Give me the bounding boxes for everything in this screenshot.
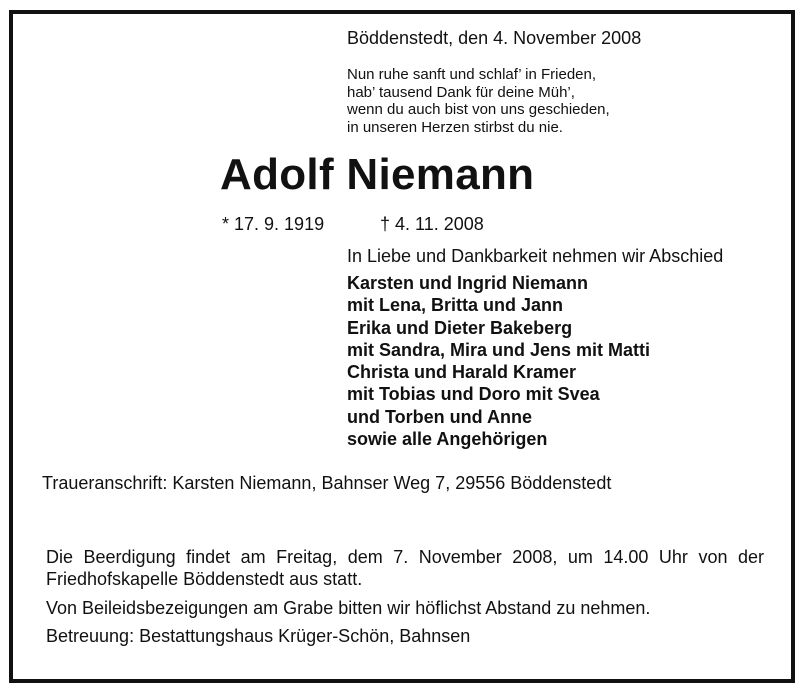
- mourners-list: [347, 272, 650, 450]
- poem-line: Nun ruhe sanft und schlaf’ in Frieden,: [347, 66, 597, 83]
- mourner-line: Karsten und Ingrid Niemann: [347, 273, 589, 293]
- poem: [347, 66, 610, 136]
- mourner-line: mit Tobias und Doro mit Svea: [347, 384, 600, 405]
- mourner-line: Christa und Harald Kramer: [347, 362, 577, 383]
- mourner-line: mit Lena, Britta und Jann: [347, 295, 564, 316]
- condolences-note: Von Beileidsbezeigungen am Grabe bitten wir höflichst Abstand zu nehmen.: [46, 598, 651, 618]
- mourner-line: mit Sandra, Mira und Jens mit Matti: [347, 339, 651, 360]
- funeral-info: Die Beerdigung findet am Freitag, dem 7. November 2008, um 14.00 Uhr von der Friedhofskapelle Böddenstedt aus statt.: [46, 547, 764, 589]
- farewell-line: In Liebe und Dankbarkeit nehmen wir Abschied: [347, 246, 724, 266]
- mourner-line: sowie alle Angehörigen: [347, 429, 548, 450]
- death-date: † 4. 11. 2008: [380, 214, 484, 234]
- undertaker-line: Betreuung: Bestattungshaus Krüger-Schön, Bahnsen: [46, 626, 471, 646]
- poem-line: wenn du auch bist von uns geschieden,: [347, 101, 610, 119]
- deceased-name: Adolf Niemann: [220, 150, 535, 199]
- mourning-address: Traueranschrift: Karsten Niemann, Bahnser Weg 7, 29556 Böddenstedt: [42, 473, 612, 493]
- birth-date: * 17. 9. 1919: [222, 214, 325, 234]
- poem-line: hab’ tausend Dank für deine Müh’,: [347, 83, 575, 101]
- poem-line: in unseren Herzen stirbst du nie.: [347, 118, 563, 136]
- mourner-line: und Torben und Anne: [347, 406, 532, 427]
- place-date: Böddenstedt, den 4. November 2008: [347, 28, 642, 48]
- mourner-line: Erika und Dieter Bakeberg: [347, 317, 573, 338]
